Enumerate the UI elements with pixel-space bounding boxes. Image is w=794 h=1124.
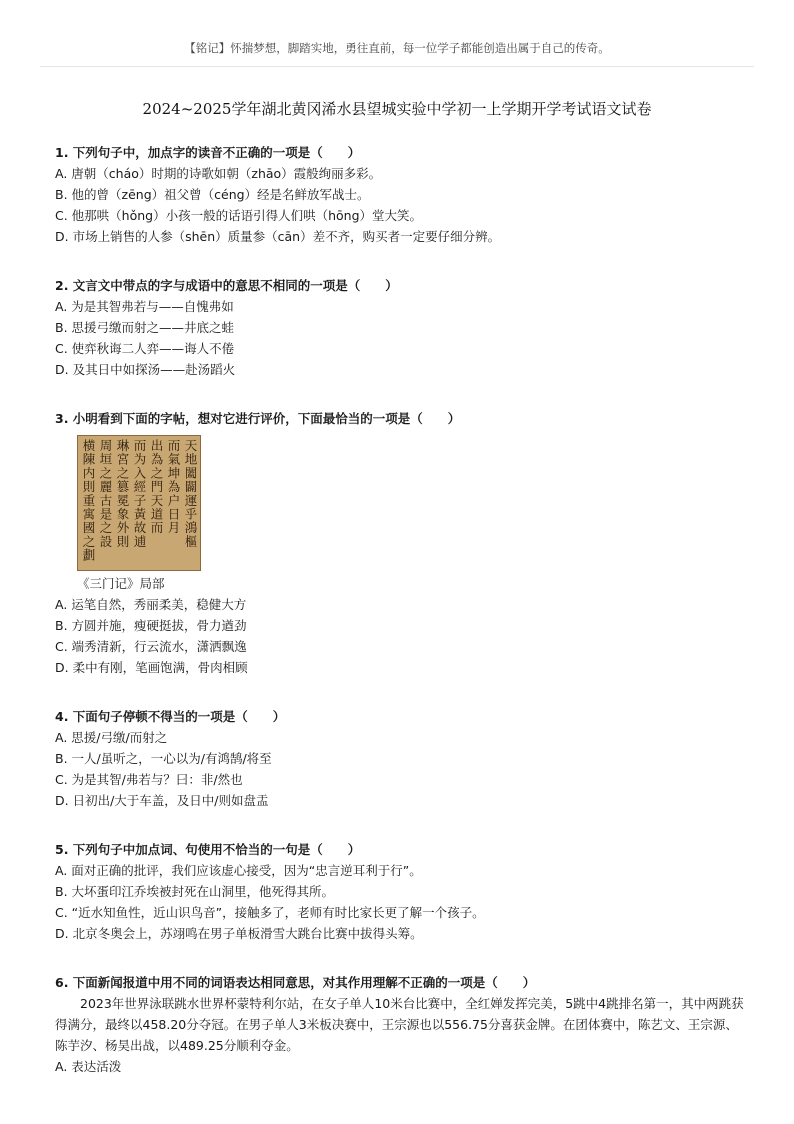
option-a: A. 面对正确的批评，我们应该虚心接受，因为“忠言逆耳利于行”。 bbox=[55, 863, 422, 878]
question-4 bbox=[55, 706, 745, 811]
question-stem: 2. 文言文中带点的字与成语中的意思不相同的一项是（ ） bbox=[55, 278, 398, 293]
calligraphy-column: 而为入經子黃故逋 bbox=[132, 439, 147, 549]
option-b: B. 一人/虽听之，一心以为/有鸿鹄/将至 bbox=[55, 751, 272, 766]
header-divider bbox=[40, 66, 754, 67]
calligraphy-column: 横陳内則重寓國之劃 bbox=[81, 439, 96, 563]
calligraphy-column: 琳宮之篡冕象外則 bbox=[115, 439, 130, 549]
question-stem: 3. 小明看到下面的字帖，想对它进行评价，下面最恰当的一项是（ ） bbox=[55, 411, 461, 426]
option-c: C. 使弈秋诲二人弈——诲人不倦 bbox=[55, 341, 235, 356]
calligraphy-column: 而氣坤為户日月 bbox=[166, 439, 181, 535]
option-a: A. 表达活泼 bbox=[55, 1059, 122, 1074]
option-d: D. 北京冬奥会上，苏翊鸣在男子单板滑雪大跳台比赛中拔得头筹。 bbox=[55, 926, 423, 941]
option-d: D. 日初出/大于车盖，及日中/则如盘盂 bbox=[55, 793, 269, 808]
option-a: A. 运笔自然，秀丽柔美，稳健大方 bbox=[55, 597, 247, 612]
news-passage: 2023年世界泳联跳水世界杯蒙特利尔站，在女子单人10米台比赛中，全红婵发挥完美，5跳中4跳排名第一，其中两跳获得满分，最终以458.20分夺冠。在男子单人3米板决赛中，王宗源也以556.75分喜获金牌。在团体赛中，陈艺文、王宗源、陈芋汐、杨昊出战，以489.25分顺利夺金。 bbox=[55, 996, 744, 1053]
option-d: D. 及其日中如探汤——赴汤蹈火 bbox=[55, 362, 236, 377]
option-a: A. 思援/弓缴/而射之 bbox=[55, 730, 168, 745]
question-list bbox=[55, 142, 745, 1105]
question-1 bbox=[55, 142, 745, 247]
question-stem: 5. 下列句子中加点词、句使用不恰当的一句是（ ） bbox=[55, 842, 361, 857]
document-title: 2024~2025学年湖北黄冈浠水县望城实验中学初一上学期开学考试语文试卷 bbox=[142, 100, 652, 118]
option-c: C. “近水知鱼性，近山识鸟音”，接触多了，老师有时比家长更了解一个孩子。 bbox=[55, 905, 485, 920]
calligraphy-column: 周垣之麗古是之設 bbox=[98, 439, 113, 549]
question-5 bbox=[55, 839, 745, 944]
image-caption: 《三门记》局部 bbox=[77, 576, 165, 591]
option-d: D. 市场上销售的人参（shēn）质量参（cān）差不齐，购买者一定要仔细分辨。 bbox=[55, 229, 501, 244]
question-stem: 6. 下面新闻报道中用不同的词语表达相同意思，对其作用理解不正确的一项是（ ） bbox=[55, 975, 536, 990]
question-stem: 1. 下列句子中，加点字的读音不正确的一项是（ ） bbox=[55, 145, 361, 160]
header-motto: 【铭记】怀揣梦想，脚踏实地，勇往直前，每一位学子都能创造出属于自己的传奇。 bbox=[184, 41, 610, 55]
option-a: A. 唐朝（cháo）时期的诗歌如朝（zhāo）霞般绚丽多彩。 bbox=[55, 166, 382, 181]
option-c: C. 为是其智/弗若与？曰：非/然也 bbox=[55, 772, 243, 787]
question-6 bbox=[55, 972, 745, 1077]
option-c: C. 端秀清新，行云流水，潇洒飘逸 bbox=[55, 639, 247, 654]
option-a: A. 为是其智弗若与——自愧弗如 bbox=[55, 299, 234, 314]
calligraphy-image bbox=[77, 435, 201, 571]
option-b: B. 方圆并施，瘦硬挺拔，骨力遒劲 bbox=[55, 618, 247, 633]
option-b: B. 思援弓缴而射之——井底之蛙 bbox=[55, 320, 235, 335]
calligraphy-column: 天地闔闢運乎鴻樞 bbox=[183, 439, 198, 549]
question-stem: 4. 下面句子停顿不得当的一项是（ ） bbox=[55, 709, 286, 724]
option-b: B. 大坏蛋印江乔埃被封死在山洞里，他死得其所。 bbox=[55, 884, 335, 899]
question-3 bbox=[55, 408, 745, 678]
option-d: D. 柔中有刚，笔画饱满，骨肉相顾 bbox=[55, 660, 248, 675]
question-2 bbox=[55, 275, 745, 380]
option-b: B. 他的曾（zēng）祖父曾（céng）经是名鲜放军战士。 bbox=[55, 187, 370, 202]
calligraphy-column: 出為之門天道而 bbox=[149, 439, 164, 535]
option-c: C. 他那哄（hǒng）小孩一般的话语引得人们哄（hōng）堂大笑。 bbox=[55, 208, 423, 223]
